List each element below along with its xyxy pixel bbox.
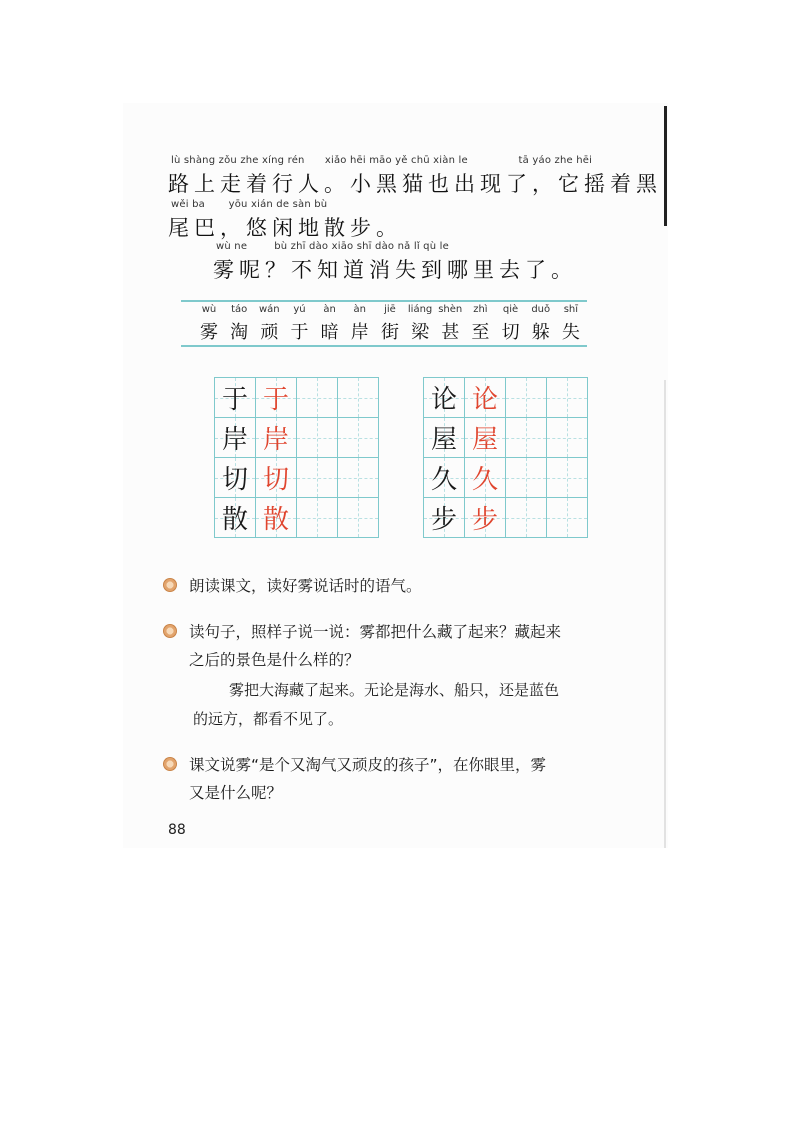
grid-cell-trace [465,458,506,498]
grid-cell-blank[interactable] [547,458,588,498]
grid-cell-blank[interactable] [297,378,338,418]
trace-character: 久 [471,465,498,495]
grid-gap [379,418,424,458]
exercise-2-line-2: 之后的景色是什么样的？ [189,651,360,669]
model-character: 于 [221,385,248,415]
vocab-hanzi: 切 [501,322,520,343]
pinyin-line-1: lù shàng zǒu zhe xíng rén xiǎo hēi māo yě chū xiàn le tā yáo zhe hēi [171,155,593,166]
model-character: 论 [430,385,457,415]
vocab-hanzi: 躲 [531,322,550,343]
vocab-item [557,304,585,344]
grid-cell-blank[interactable] [506,498,547,538]
model-character: 屋 [430,425,457,455]
grid-cell-model [424,418,465,458]
vocab-rule-top [181,300,587,302]
grid-cell-blank[interactable] [338,378,379,418]
vocab-item [376,304,404,344]
trace-character: 于 [262,385,289,415]
vocab-item [316,304,344,344]
page-edge-line [664,380,666,848]
vocab-item [285,304,313,344]
vocab-item [255,304,283,344]
vocab-pinyin: yú [293,304,306,315]
exercise-bullet-icon [163,624,177,638]
trace-character: 论 [471,385,498,415]
vocab-pinyin: shī [563,304,579,315]
vocab-hanzi: 梁 [411,322,430,343]
grid-cell-model [424,458,465,498]
grid-cell-model [215,378,256,418]
grid-cell-blank[interactable] [506,418,547,458]
model-character: 久 [430,465,457,495]
exercise-bullet-icon [163,578,177,592]
grid-gap [379,378,424,418]
exercise-3-line-2: 又是什么呢？ [189,784,283,802]
grid-cell-trace [256,458,297,498]
grid-cell-blank[interactable] [547,378,588,418]
vocab-hanzi: 淘 [230,322,249,343]
grid-cell-blank[interactable] [338,458,379,498]
grid-cell-blank[interactable] [297,418,338,458]
vocab-pinyin: liáng [407,304,433,315]
vocab-hanzi: 顽 [260,322,279,343]
grid-cell-model [215,498,256,538]
vocab-item [406,304,434,344]
vocab-pinyin: wù [201,304,217,315]
exercise-3-line-1: 课文说雾“是个又淘气又顽皮的孩子”，在你眼里，雾 [189,756,547,774]
vocab-item [466,304,494,344]
page-edge-shadow [664,106,667,226]
page-number: 88 [168,822,186,838]
grid-cell-model [215,418,256,458]
vocab-item [436,304,464,344]
grid-cell-blank[interactable] [506,378,547,418]
vocab-pinyin: jiē [384,304,396,315]
vocab-pinyin: zhì [473,304,488,315]
grid-cell-model [424,498,465,538]
vocab-pinyin: qiè [502,304,519,315]
model-character: 岸 [221,425,248,455]
vocab-hanzi: 甚 [441,322,460,343]
vocab-pinyin: àn [353,304,367,315]
vocab-rule-bottom [181,345,587,347]
grid-gap [379,498,424,538]
vocab-hanzi: 暗 [320,322,339,343]
pinyin-line-3: wù ne bù zhī dào xiāo shī dào nǎ lǐ qù le [216,241,449,252]
exercise-1 [165,572,610,600]
grid-row [215,498,588,538]
grid-cell-blank[interactable] [338,418,379,458]
vocab-pinyin: àn [323,304,336,315]
grid-cell-blank[interactable] [547,418,588,458]
vocab-item [497,304,525,344]
trace-character: 岸 [262,425,289,455]
grid-cell-trace [256,498,297,538]
vocab-pinyin: táo [231,304,248,315]
text-line-3: 雾呢？不知道消失到哪里去了。 [213,258,577,282]
exercise-bullet-icon [163,757,177,771]
grid-cell-blank[interactable] [297,498,338,538]
grid-row [215,378,588,418]
grid-gap [379,458,424,498]
text-line-2: 尾巴，悠闲地散步。 [168,216,402,240]
trace-character: 散 [262,505,289,535]
writing-grid [214,377,588,538]
grid-cell-blank[interactable] [297,458,338,498]
pinyin-line-2: wěi ba yōu xián de sàn bù [171,199,328,210]
grid-cell-blank[interactable] [547,498,588,538]
grid-cell-model [424,378,465,418]
example-line-2: 的远方，都看不见了。 [193,710,344,728]
grid-cell-blank[interactable] [338,498,379,538]
vocab-hanzi: 于 [290,322,309,343]
vocab-pinyin: wán [258,304,280,315]
exercise-2-line-1: 读句子，照样子说一说：雾都把什么藏了起来？藏起来 [189,623,562,641]
vocab-pinyin: shèn [438,304,463,315]
vocab-item [225,304,253,344]
vocab-hanzi: 雾 [200,322,218,343]
grid-row [215,418,588,458]
vocab-hanzi: 岸 [350,322,369,343]
model-character: 切 [221,465,248,495]
vocab-item [195,304,223,344]
example-line-1: 雾把大海藏了起来。无论是海水、船只，还是蓝色 [229,681,560,699]
grid-cell-trace [256,378,297,418]
vocab-item [346,304,374,344]
exercise-2 [165,618,610,674]
grid-cell-trace [465,378,506,418]
text-line-1: 路上走着行人。小黑猫也出现了，它摇着黑 [168,172,662,196]
model-character: 步 [430,505,457,535]
exercise-3 [165,751,610,807]
grid-cell-trace [256,418,297,458]
trace-character: 切 [262,465,289,495]
vocab-hanzi: 街 [380,322,399,343]
grid-cell-trace [465,498,506,538]
grid-cell-blank[interactable] [506,458,547,498]
exercise-1-text: 朗读课文，读好雾说话时的语气。 [189,577,422,595]
vocab-item [527,304,555,344]
vocab-hanzi: 至 [471,322,490,343]
trace-character: 步 [471,505,498,535]
trace-character: 屋 [471,425,498,455]
grid-cell-model [215,458,256,498]
grid-row [215,458,588,498]
vocabulary-strip [195,304,585,344]
grid-cell-trace [465,418,506,458]
vocab-hanzi: 失 [561,322,580,343]
model-character: 散 [221,505,248,535]
vocab-pinyin: duǒ [531,304,551,315]
